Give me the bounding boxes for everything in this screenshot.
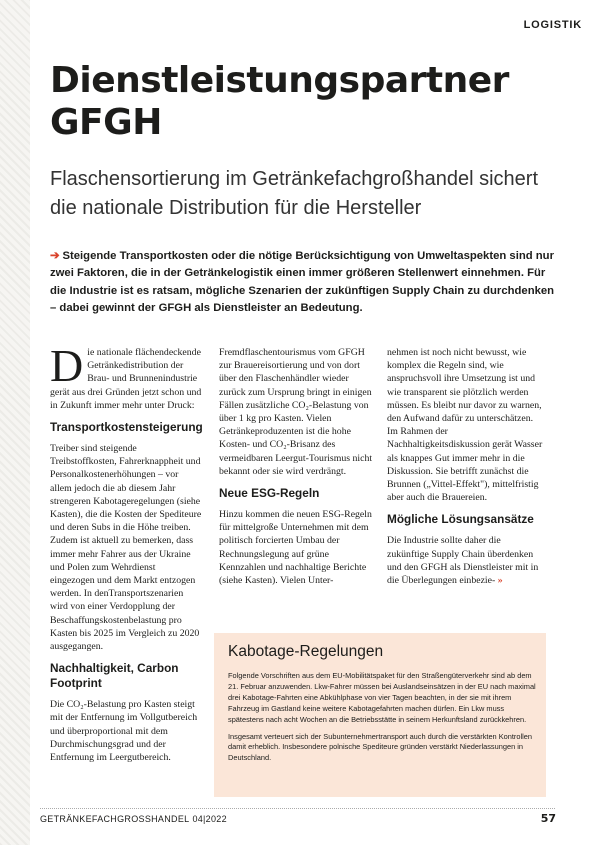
text-column-3: [387, 346, 545, 587]
page-edge-pattern: [0, 0, 30, 845]
info-box-paragraph-2: Insgesamt verteuert sich der Subunternehmertransport auch durch die verstärkten Kontrollen damit erheblich. Insbesondere polnische Spediteure gründen verstärkt Niederlassungen in Deutschland.: [228, 731, 532, 763]
subheading-loesungsansaetze: Mögliche Lösungsansätze: [387, 512, 534, 527]
footer-publication: [40, 814, 227, 824]
continue-arrow-icon: »: [497, 575, 503, 587]
page-number: 57: [540, 812, 556, 825]
article-title: Dienstleistungspartner GFGH: [50, 60, 509, 143]
paragraph-loesungsansaetze: [387, 534, 545, 587]
info-box-text: [228, 671, 538, 770]
drop-cap: D: [50, 340, 84, 391]
section-tag: LOGISTIK: [523, 19, 582, 31]
paragraph-transportkosten: Treiber sind steigende Treibstoffkosten, Fahrerknappheit und Personalkostenerhöhungen – vor allem jedoch die ab diesem Jahr strengeren Kabotageregelungen (siehe Kasten), die die Kosten der Spediteure und deren Subs in die Höhe treiben. Zudem ist aktuell zu bemerken, dass immer mehr Fahrer aus der Ukraine und Polen zum Wehrdienst eingezogen und dem Markt entzogen werden. In denTransportszenarien wird von einer Verdopplung der Beschaffungskostenbelastung pro Kasten bis 2025 im Vergleich zu 2020 ausgegangen.: [50, 443, 202, 653]
intro-text: ie nationale flächendeckende Getränkedistribution der Brau- und Brunnenindustrie gerät aus drei Gründen jetzt schon und in Zukunft immer mehr unter Druck:: [50, 347, 202, 411]
paragraph-nachhaltigkeit: Die CO₂-Belastung pro Kasten steigt mit der Entfernung im Vollgutbereich und überproportional mit dem Durchmischungsgrad und der Entfernung im Leergutbereich.: [50, 699, 198, 764]
intro-paragraph: [50, 340, 202, 412]
loesungsansaetze-text: Die Industrie sollte daher die zukünftige Supply Chain überdenken und den GFGH als Dienstleister mit in die Überlegungen einbezie-: [387, 535, 539, 587]
paragraph-esg: Hinzu kommen die neuen ESG-Regeln für mittelgroße Unternehmen mit dem politisch forcierten Umbau der Rechnungslegung auf grüne Kennzahlen und nachhaltige Berichte (siehe Kasten). Vielen Unter-: [219, 509, 372, 587]
publication-name: GETRÄNKEFACHGROSSHANDEL: [40, 814, 190, 824]
subheading-nachhaltigkeit: Nachhaltigkeit, Carbon Footprint: [50, 661, 179, 691]
info-box-title: Kabotage-Regelungen: [228, 643, 384, 660]
lead-text: Steigende Transportkosten oder die nötige Berücksichtigung von Umweltaspekten sind nur zwei Faktoren, die in der Getränkelogistik einen immer größeren Stellenwert einnehmen. Für die Industrie ist es ratsam, mögliche Szenarien der zukünftigen Supply Chain zu durchdenken – dabei gewinnt der GFGH als Dienstleister an Bedeutung.: [50, 250, 555, 314]
paragraph-leergut: Fremdflaschentourismus vom GFGH zur Brauereisortierung und von dort über den Flaschenhändler wieder zurück zum Ursprung bringt in einigen Fällen zusätzliche CO₂-Belastung von über 1 kg pro Kasten. Vielen Getränkeproduzenten ist die hohe Kosten- und CO₂-Brisanz des vermeidbaren Leergut-Tourismus nicht bekannt oder sie wird verdrängt.: [219, 347, 373, 477]
text-column-2: [219, 346, 377, 587]
lead-arrow-icon: ➔: [50, 250, 60, 262]
text-column-1: [50, 340, 203, 764]
article-lead: [50, 248, 560, 317]
subheading-esg: Neue ESG-Regeln: [219, 486, 320, 501]
info-box-kabotage: [214, 633, 546, 797]
paragraph-komplexitaet: nehmen ist noch nicht bewusst, wie komplex die Regeln sind, wie anspruchsvoll ihre Umsetzung ist und wie transparent sie plötzlich werden müssen. Es bleibt nur davor zu warnen, den Aufwand dafür zu unterschätzen. Im Rahmen der Nachhaltigkeitsdiskussion gerät Wasser als knappes Gut immer mehr in die Diskussion. Sie betrifft zunächst die Brunnen („Vittel-Effekt"), mittelfristig aber auch die Brauereien.: [387, 347, 543, 504]
article-subtitle: Flaschensortierung im Getränkefachgroßhandel sichert die nationale Distribution für die Hersteller: [50, 168, 539, 219]
info-box-paragraph-1: Folgende Vorschriften aus dem EU-Mobilitätspaket für den Straßengüterverkehr sind ab dem 21. Februar anzuwenden. Lkw-Fahrer müssen bei Auslandseinsätzen in der EU nach maximal drei Kabotage-Fahrten eine Abkühlphase von vier Tagen beachten, in der sie mit ihrem Fahrzeug im Gastland keine weitere Kabotagefahrten machen dürfen. Ein Lkw muss spätestens nach acht Wochen an die Betriebsstätte in seinem Herkunftsland zurückkehren.: [228, 671, 536, 724]
issue-number: 04|2022: [192, 814, 227, 824]
footer-divider: [40, 808, 555, 809]
subheading-transportkosten: Transportkostensteigerung: [50, 420, 203, 435]
